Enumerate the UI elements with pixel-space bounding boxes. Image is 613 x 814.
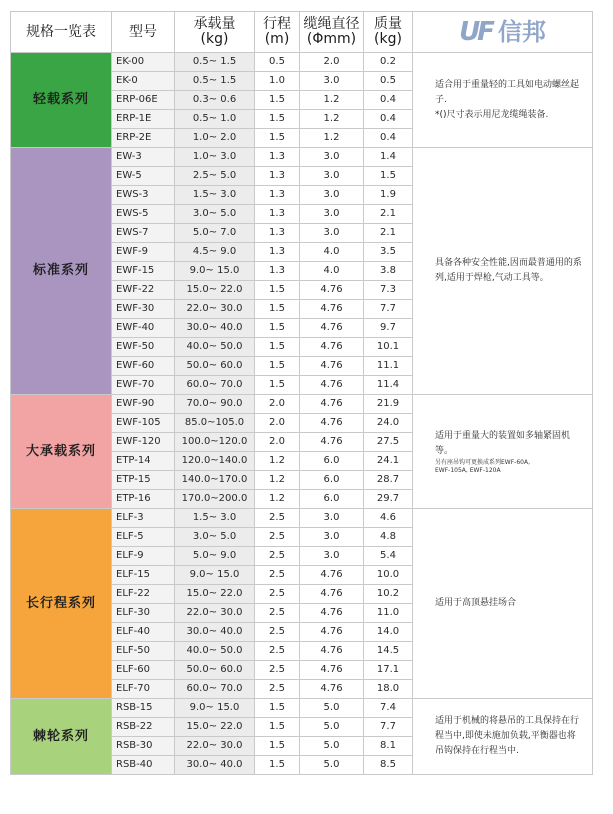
cell-model: EWF-105 [112,414,175,433]
cell-model: EWS-7 [112,224,175,243]
cell-load: 170.0~200.0 [175,490,255,509]
cell-cable: 4.76 [300,623,364,642]
cell-load: 15.0~ 22.0 [175,585,255,604]
note-fine-line: 另有座吊钩可更换成系列EWF-60A, [435,458,530,466]
cell-cable: 3.0 [300,167,364,186]
cell-stroke: 1.5 [255,376,300,395]
cell-model: EW-5 [112,167,175,186]
cell-cable: 4.76 [300,376,364,395]
series-name-light: 轻载系列 [11,53,112,148]
cell-model: EWF-9 [112,243,175,262]
cell-stroke: 2.5 [255,642,300,661]
cell-model: ELF-50 [112,642,175,661]
cell-mass: 5.4 [364,547,413,566]
cell-mass: 4.8 [364,528,413,547]
cell-model: ELF-70 [112,680,175,699]
table-body [11,53,593,775]
cell-load: 4.5~ 9.0 [175,243,255,262]
cell-cable: 4.76 [300,319,364,338]
cell-stroke: 1.2 [255,490,300,509]
cell-stroke: 2.5 [255,585,300,604]
cell-cable: 6.0 [300,452,364,471]
cell-stroke: 1.5 [255,129,300,148]
cell-cable: 4.76 [300,414,364,433]
note-line: 具备各种安全性能,因而最普通用的系列,适用于焊枪,气动工具等。 [435,258,582,283]
cell-mass: 28.7 [364,471,413,490]
cell-load: 5.0~ 7.0 [175,224,255,243]
cell-model: RSB-40 [112,756,175,775]
cell-load: 5.0~ 9.0 [175,547,255,566]
cell-cable: 3.0 [300,528,364,547]
cell-model: ELF-30 [112,604,175,623]
cell-mass: 1.9 [364,186,413,205]
cell-stroke: 1.3 [255,262,300,281]
cell-cable: 4.76 [300,680,364,699]
note-line: 适用于高顶悬挂场合 [435,598,517,608]
header-model: 型号 [112,12,175,53]
cell-load: 22.0~ 30.0 [175,300,255,319]
cell-model: EWS-5 [112,205,175,224]
series-note-long [413,509,593,699]
cell-mass: 7.7 [364,300,413,319]
cell-model: EWF-50 [112,338,175,357]
cell-mass: 2.1 [364,205,413,224]
cell-model: ETP-14 [112,452,175,471]
cell-load: 15.0~ 22.0 [175,718,255,737]
cell-model: RSB-15 [112,699,175,718]
cell-model: EWS-3 [112,186,175,205]
cell-model: ERP-2E [112,129,175,148]
table-row [11,148,593,167]
cell-cable: 1.2 [300,110,364,129]
brand-logo [413,12,592,52]
cell-cable: 4.76 [300,642,364,661]
cell-cable: 6.0 [300,471,364,490]
cell-load: 1.5~ 3.0 [175,186,255,205]
cell-cable: 4.0 [300,243,364,262]
cell-cable: 5.0 [300,699,364,718]
cell-model: EWF-22 [112,281,175,300]
cell-stroke: 2.5 [255,661,300,680]
cell-mass: 11.1 [364,357,413,376]
cell-cable: 4.76 [300,300,364,319]
cell-model: EK-0 [112,72,175,91]
spec-table [10,11,593,775]
cell-stroke: 1.5 [255,699,300,718]
header-row [11,12,593,53]
cell-cable: 4.76 [300,661,364,680]
cell-stroke: 1.0 [255,72,300,91]
cell-model: EK-00 [112,53,175,72]
series-note-light [413,53,593,148]
cell-model: EWF-120 [112,433,175,452]
cell-load: 30.0~ 40.0 [175,623,255,642]
series-name-standard: 标准系列 [11,148,112,395]
cell-mass: 11.0 [364,604,413,623]
cell-stroke: 2.5 [255,604,300,623]
cell-model: ERP-1E [112,110,175,129]
cell-load: 15.0~ 22.0 [175,281,255,300]
logo-mark: UF [459,16,492,47]
cell-cable: 3.0 [300,509,364,528]
cell-load: 3.0~ 5.0 [175,205,255,224]
cell-stroke: 1.3 [255,148,300,167]
cell-model: EWF-15 [112,262,175,281]
cell-stroke: 1.3 [255,243,300,262]
cell-mass: 3.8 [364,262,413,281]
cell-mass: 7.4 [364,699,413,718]
header-load: 承载量 (kg) [175,12,255,53]
cell-model: ETP-15 [112,471,175,490]
cell-cable: 6.0 [300,490,364,509]
cell-model: ELF-60 [112,661,175,680]
cell-model: EW-3 [112,148,175,167]
series-name-heavy: 大承载系列 [11,395,112,509]
logo-text: 信邦 [497,17,546,46]
cell-mass: 10.1 [364,338,413,357]
cell-cable: 4.76 [300,357,364,376]
table-row [11,53,593,72]
cell-mass: 17.1 [364,661,413,680]
cell-model: RSB-30 [112,737,175,756]
cell-mass: 8.5 [364,756,413,775]
cell-load: 1.5~ 3.0 [175,509,255,528]
cell-mass: 4.6 [364,509,413,528]
header-mass: 质量 (kg) [364,12,413,53]
cell-model: ELF-40 [112,623,175,642]
cell-mass: 0.4 [364,91,413,110]
cell-stroke: 1.2 [255,452,300,471]
cell-mass: 7.7 [364,718,413,737]
cell-stroke: 2.5 [255,566,300,585]
cell-cable: 3.0 [300,205,364,224]
cell-model: ELF-5 [112,528,175,547]
table-row [11,509,593,528]
header-stroke: 行程 (m) [255,12,300,53]
cell-load: 22.0~ 30.0 [175,604,255,623]
note-line: 适用于机械的将悬吊的工具保持在行程当中,即使未施加负载,平衡器也将吊钩保持在行程当中. [435,716,580,756]
cell-load: 60.0~ 70.0 [175,376,255,395]
cell-model: ELF-9 [112,547,175,566]
cell-cable: 2.0 [300,53,364,72]
cell-load: 60.0~ 70.0 [175,680,255,699]
header-cable: 缆绳直径 (Φmm) [300,12,364,53]
cell-load: 0.5~ 1.5 [175,53,255,72]
cell-stroke: 1.5 [255,91,300,110]
cell-mass: 2.1 [364,224,413,243]
cell-mass: 24.0 [364,414,413,433]
cell-stroke: 1.5 [255,357,300,376]
cell-model: RSB-22 [112,718,175,737]
cell-load: 40.0~ 50.0 [175,642,255,661]
cell-mass: 8.1 [364,737,413,756]
note-line: 适合用于重量轻的工具如电动螺丝起子. [435,79,580,105]
cell-mass: 0.2 [364,53,413,72]
cell-load: 40.0~ 50.0 [175,338,255,357]
cell-cable: 3.0 [300,224,364,243]
table-row [11,395,593,414]
cell-model: ELF-3 [112,509,175,528]
cell-stroke: 1.5 [255,756,300,775]
series-name-long: 长行程系列 [11,509,112,699]
cell-stroke: 2.0 [255,414,300,433]
cell-cable: 4.0 [300,262,364,281]
note-line: 适用于重量大的装置如多轴紧固机等。 [435,430,571,456]
cell-load: 120.0~140.0 [175,452,255,471]
table-row [11,699,593,718]
cell-load: 9.0~ 15.0 [175,699,255,718]
cell-mass: 14.5 [364,642,413,661]
cell-load: 0.5~ 1.5 [175,72,255,91]
cell-stroke: 1.2 [255,471,300,490]
cell-stroke: 1.5 [255,110,300,129]
cell-cable: 4.76 [300,585,364,604]
header-spec: 规格一览表 [11,12,112,53]
cell-model: ELF-15 [112,566,175,585]
cell-load: 9.0~ 15.0 [175,566,255,585]
cell-cable: 1.2 [300,91,364,110]
cell-cable: 4.76 [300,395,364,414]
cell-cable: 4.76 [300,566,364,585]
cell-stroke: 1.5 [255,338,300,357]
cell-mass: 10.0 [364,566,413,585]
cell-stroke: 1.3 [255,186,300,205]
cell-load: 85.0~105.0 [175,414,255,433]
cell-cable: 4.76 [300,281,364,300]
cell-cable: 4.76 [300,433,364,452]
cell-load: 100.0~120.0 [175,433,255,452]
cell-stroke: 1.3 [255,205,300,224]
cell-cable: 4.76 [300,338,364,357]
cell-mass: 27.5 [364,433,413,452]
cell-model: EWF-40 [112,319,175,338]
cell-stroke: 1.5 [255,718,300,737]
cell-stroke: 1.5 [255,737,300,756]
cell-mass: 21.9 [364,395,413,414]
cell-stroke: 2.5 [255,528,300,547]
series-note-heavy [413,395,593,509]
cell-mass: 29.7 [364,490,413,509]
cell-cable: 3.0 [300,547,364,566]
cell-stroke: 1.5 [255,319,300,338]
cell-stroke: 0.5 [255,53,300,72]
cell-mass: 0.5 [364,72,413,91]
series-name-ratchet: 棘轮系列 [11,699,112,775]
cell-mass: 0.4 [364,129,413,148]
cell-model: EWF-30 [112,300,175,319]
cell-cable: 1.2 [300,129,364,148]
cell-mass: 18.0 [364,680,413,699]
cell-cable: 4.76 [300,604,364,623]
cell-load: 0.3~ 0.6 [175,91,255,110]
cell-stroke: 2.5 [255,547,300,566]
cell-mass: 9.7 [364,319,413,338]
cell-model: EWF-70 [112,376,175,395]
cell-model: ETP-16 [112,490,175,509]
cell-mass: 14.0 [364,623,413,642]
cell-load: 3.0~ 5.0 [175,528,255,547]
cell-load: 22.0~ 30.0 [175,737,255,756]
cell-stroke: 2.5 [255,509,300,528]
cell-mass: 1.5 [364,167,413,186]
cell-model: EWF-90 [112,395,175,414]
cell-stroke: 2.0 [255,395,300,414]
cell-load: 30.0~ 40.0 [175,319,255,338]
cell-load: 1.0~ 3.0 [175,148,255,167]
cell-mass: 10.2 [364,585,413,604]
cell-load: 0.5~ 1.0 [175,110,255,129]
cell-load: 9.0~ 15.0 [175,262,255,281]
cell-load: 50.0~ 60.0 [175,357,255,376]
cell-stroke: 2.5 [255,680,300,699]
cell-mass: 3.5 [364,243,413,262]
cell-load: 30.0~ 40.0 [175,756,255,775]
cell-cable: 5.0 [300,756,364,775]
note-fine-line: EWF-105A, EWF-120A [435,466,501,474]
cell-cable: 3.0 [300,148,364,167]
cell-load: 70.0~ 90.0 [175,395,255,414]
cell-mass: 11.4 [364,376,413,395]
cell-stroke: 2.5 [255,623,300,642]
cell-model: ERP-06E [112,91,175,110]
series-note-standard [413,148,593,395]
cell-model: ELF-22 [112,585,175,604]
cell-load: 2.5~ 5.0 [175,167,255,186]
cell-stroke: 2.0 [255,433,300,452]
cell-mass: 24.1 [364,452,413,471]
logo-cell [413,12,593,53]
note-line: *()尺寸表示用尼龙缆绳装备. [435,109,549,120]
cell-cable: 5.0 [300,718,364,737]
cell-load: 50.0~ 60.0 [175,661,255,680]
cell-mass: 7.3 [364,281,413,300]
cell-stroke: 1.3 [255,224,300,243]
cell-mass: 0.4 [364,110,413,129]
cell-cable: 3.0 [300,72,364,91]
cell-mass: 1.4 [364,148,413,167]
cell-stroke: 1.5 [255,300,300,319]
cell-stroke: 1.5 [255,281,300,300]
cell-load: 1.0~ 2.0 [175,129,255,148]
series-note-ratchet [413,699,593,775]
cell-stroke: 1.3 [255,167,300,186]
cell-model: EWF-60 [112,357,175,376]
cell-load: 140.0~170.0 [175,471,255,490]
cell-cable: 3.0 [300,186,364,205]
cell-cable: 5.0 [300,737,364,756]
